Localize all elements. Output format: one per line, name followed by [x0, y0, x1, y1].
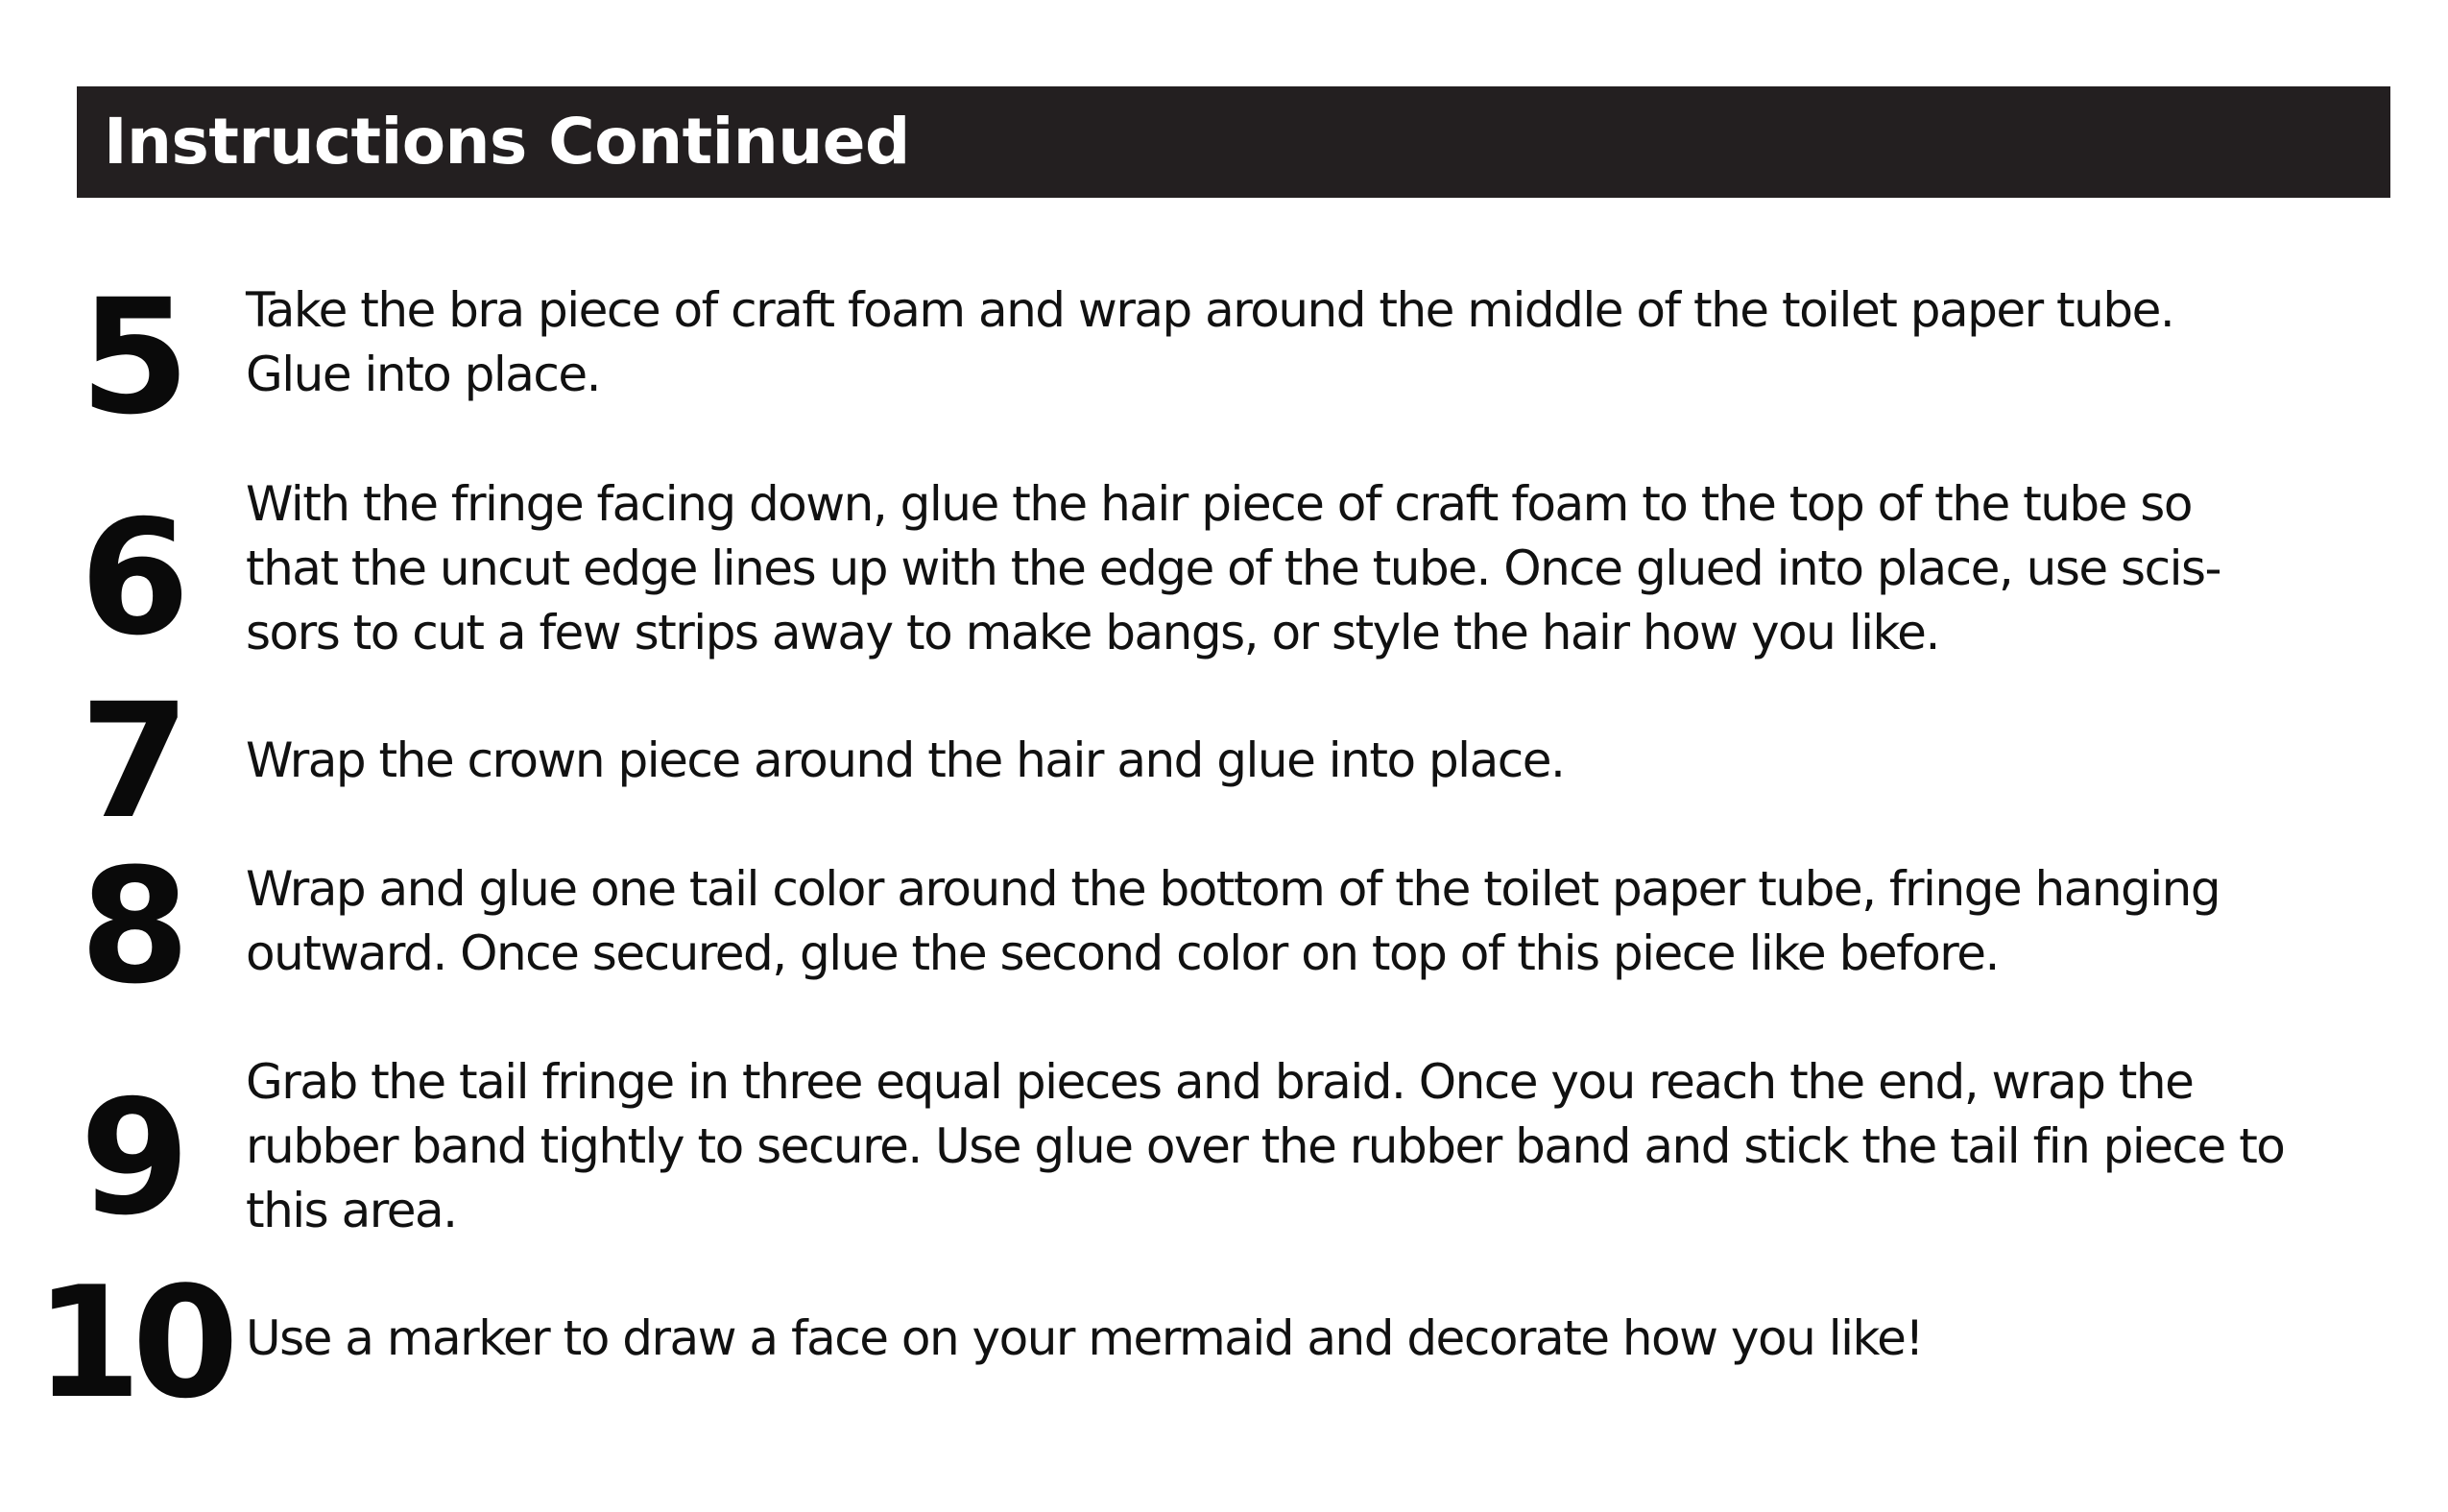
step-number: 7 [80, 669, 184, 853]
step-text: With the fringe facing down, glue the hair piece of craft foam to the top of the tube so that the uncut edge lines up with the edge of the tube. Once glued into place, use scis- sors to cut a few strips away to make bangs, or style the hair how you like. [246, 476, 2221, 660]
step-number: 9 [80, 1066, 184, 1250]
step-number: 8 [80, 834, 184, 1019]
step-text: Wrap and glue one tail color around the bottom of the toilet paper tube, fringe hanging outward. Once secured, glue the second color on top of this piece like before. [246, 861, 2220, 981]
step-number: 10 [35, 1253, 229, 1432]
section-header-bar [77, 86, 2390, 198]
step-number: 6 [80, 486, 184, 670]
step-text: Take the bra piece of craft foam and wrap around the middle of the toilet paper tube. Glue into place. [246, 282, 2174, 402]
step-number: 5 [80, 265, 184, 449]
section-title: Instructions Continued [104, 105, 910, 179]
step-text: Use a marker to draw a face on your mermaid and decorate how you like! [246, 1310, 1923, 1366]
step-text: Grab the tail fringe in three equal pieces and braid. Once you reach the end, wrap the rubber band tightly to secure. Use glue over the rubber band and stick the tail fin piece to this area. [246, 1054, 2285, 1238]
step-text: Wrap the crown piece around the hair and glue into place. [246, 732, 1565, 788]
